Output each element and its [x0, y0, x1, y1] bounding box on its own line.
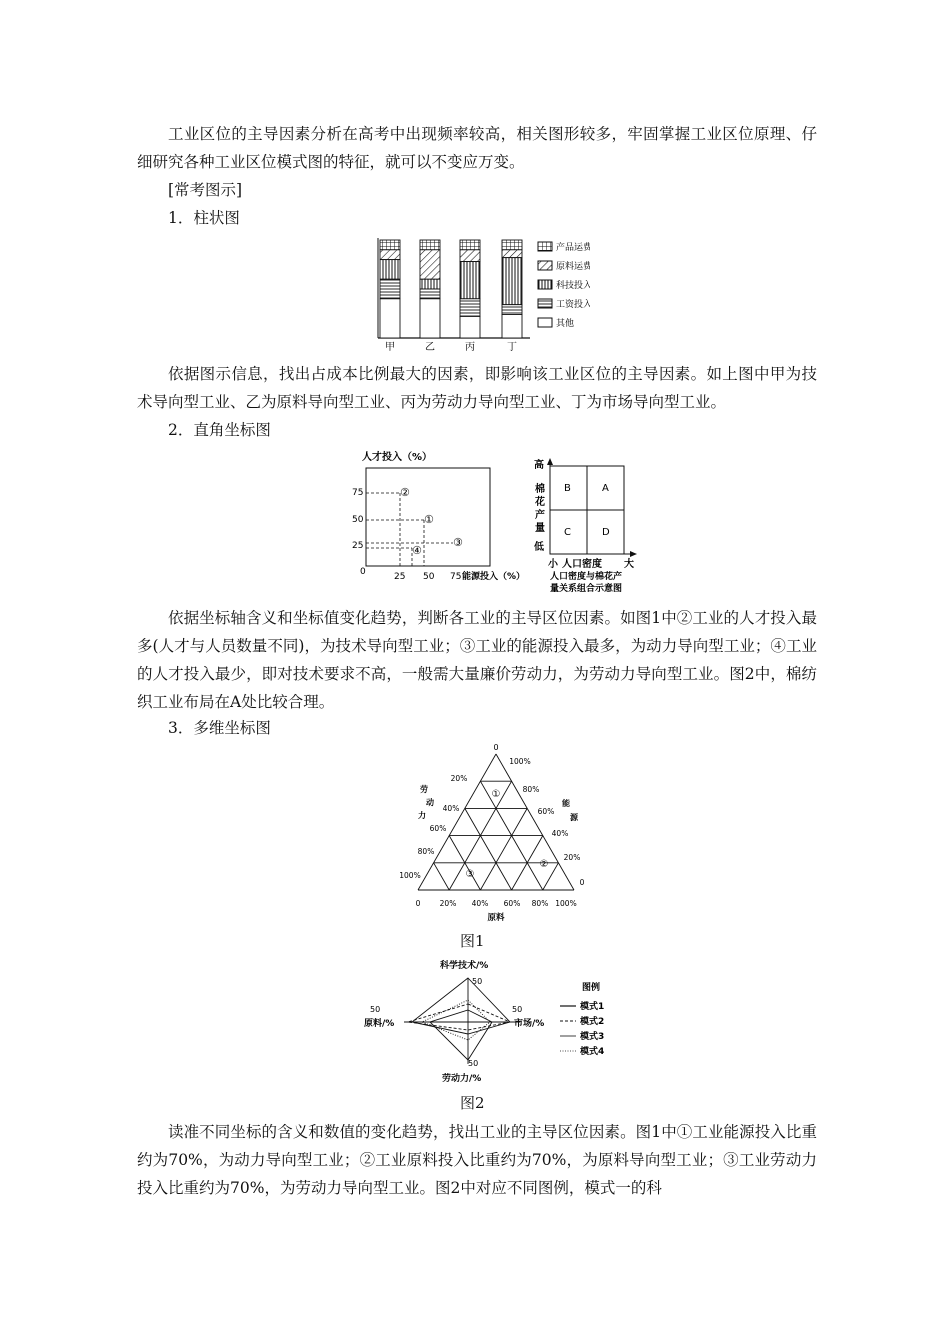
radar-legend-label: 模式3: [580, 1032, 605, 1042]
point-label: ②: [400, 486, 410, 499]
ternary-bottom-tick: 0: [415, 899, 421, 908]
bar-segment: [502, 314, 522, 338]
ternary-apex-label: 0: [493, 743, 499, 752]
ternary-grid-line: [480, 808, 527, 890]
y-axis-label: 人才投入（%）: [362, 452, 433, 463]
figure-caption: 量关系组合示意图: [550, 584, 623, 594]
ternary-right-tick: 80%: [522, 785, 540, 794]
y-tick-label: 25: [352, 541, 364, 551]
cotton-quadrant-figure: [528, 454, 648, 598]
ternary-left-tick: 40%: [442, 804, 460, 813]
figure-caption: 人口密度与棉花产: [550, 572, 623, 582]
x-axis-label: 能源投入（%）: [462, 572, 526, 582]
y-tick-label: 50: [352, 515, 364, 525]
coordinate-explanation-paragraph: 依据坐标轴含义和坐标值变化趋势，判断各工业的主导区位因素。如图1中②工业的人才投入最多(人才与人员数量不同)，为技术导向型工业；③工业的能源投入最多，为动力导向型工业；④工业的人才投入最少，即对技术要求不高，一般需大量廉价劳动力，为劳动力导向型工业。图2中，棉纺织工业布局在A处比较合理。: [137, 609, 817, 711]
x-axis-label: 人口密度: [562, 559, 602, 570]
ternary-point: ③: [465, 869, 475, 880]
bar-category-label: 甲: [385, 342, 395, 353]
bar-explanation-paragraph: 依据图示信息，找出占成本比例最大的因素，即影响该工业区位的主导因素。如上图中甲为技术导向型工业、乙为原料导向型工业、丙为劳动力导向型工业、丁为市场导向型工业。: [137, 365, 817, 411]
bar-segment: [460, 250, 480, 262]
legend-swatch-tech: [538, 280, 552, 289]
bar-segment: [380, 279, 400, 299]
ternary-axis-char: 动: [426, 798, 434, 807]
ternary-figure: [396, 740, 586, 929]
ternary-bottom-tick: 80%: [531, 899, 549, 908]
legend-label: 其他: [556, 319, 575, 329]
bar-segment: [502, 305, 522, 315]
bar-segment: [502, 258, 522, 305]
x-large-label: 大: [624, 559, 634, 570]
radar-axis-value: 50: [468, 1059, 479, 1068]
radar-legend-label: 模式1: [580, 1002, 605, 1012]
point-label: ④: [412, 544, 422, 557]
y-axis-char: 产: [535, 510, 545, 521]
intro-paragraph: 工业区位的主导因素分析在高考中出现频率较高，相关图形较多，牢固掌握工业区位原理、仔细研究各种工业区位模式图的特征，就可以不变应万变。: [137, 125, 817, 171]
x-tick-label: 50: [423, 572, 435, 582]
bar-category-label: 乙: [425, 342, 435, 353]
radar-axis-label: 科学技术/%: [440, 961, 489, 971]
x-tick-label: 25: [394, 572, 406, 582]
bar-segment: [420, 240, 440, 250]
bar-segment: [460, 240, 480, 250]
ternary-axis-char: 劳: [420, 785, 428, 794]
bar-segment: [420, 289, 440, 299]
ternary-point: ②: [539, 859, 549, 870]
ternary-right-tick: 60%: [537, 807, 555, 816]
bar-category-label: 丁: [507, 342, 517, 353]
radar-axis-value: 50: [472, 977, 483, 986]
quadrant-label: C: [564, 527, 571, 538]
ternary-grid-line: [496, 754, 574, 890]
multi-axis-explanation-paragraph: 读准不同坐标的含义和数值的变化趋势，找出工业的主导区位因素。图1中①工业能源投入比重约为70%，为动力导向型工业；②工业原料投入比重约为70%，为原料导向型工业；③工业劳动力投入比重约为70%，为劳动力导向型工业。图2中对应不同图例，模式一的科: [137, 1123, 817, 1197]
y-axis-char: 棉: [535, 484, 545, 495]
figure1-caption: 图1: [460, 932, 485, 950]
bar-segment: [460, 316, 480, 338]
radar-legend-label: 模式4: [580, 1047, 605, 1057]
stacked-bar-figure: [370, 234, 590, 358]
radar-axis-value: 50: [512, 1005, 523, 1014]
y-axis-char: 花: [535, 497, 545, 508]
y-tick-label: 75: [352, 488, 364, 498]
ternary-bottom-tick: 20%: [439, 899, 457, 908]
bar-segment: [380, 240, 400, 250]
radar-legend-label: 模式2: [580, 1017, 605, 1027]
ternary-right-tick: 0: [579, 878, 585, 887]
legend-label: 产品运费: [556, 243, 590, 253]
ternary-right-tick: 40%: [551, 829, 569, 838]
ternary-bottom-axis-label: 原料: [487, 913, 505, 923]
y-low-label: 低: [534, 542, 544, 553]
x-tick-label: 75: [450, 572, 462, 582]
bar-segment: [380, 299, 400, 338]
legend-swatch-other: [538, 318, 552, 327]
legend-label: 工资投入: [556, 300, 590, 310]
legend-swatch-wages: [538, 299, 552, 308]
ternary-right-tick: 100%: [509, 757, 531, 766]
ternary-left-tick: 80%: [417, 847, 435, 856]
point-label: ③: [453, 536, 463, 549]
bar-segment: [420, 279, 440, 289]
legend-label: 科技投入: [556, 281, 590, 291]
heading-multi-axis-chart: 3．多维坐标图: [168, 719, 271, 737]
radar-axis-value: 50: [370, 1005, 381, 1014]
talent-energy-figure: [340, 448, 540, 592]
figure2-caption: 图2: [460, 1094, 485, 1112]
bar-segment: [380, 250, 400, 260]
radar-axis-label: 劳动力/%: [442, 1074, 482, 1084]
y-axis-char: 量: [535, 523, 545, 534]
radar-legend-title: 图例: [582, 983, 601, 993]
y-high-label: 高: [534, 460, 544, 471]
ternary-bottom-tick: 60%: [503, 899, 521, 908]
bar-segment: [420, 299, 440, 338]
ternary-axis-char: 能: [562, 799, 570, 808]
section-label: [常考图示]: [168, 181, 243, 199]
quadrant-label: D: [602, 527, 610, 538]
heading-bar-chart: 1．柱状图: [168, 209, 240, 227]
legend-swatch-product-freight: [538, 242, 552, 251]
quadrant-label: A: [602, 483, 609, 494]
bar-category-label: 丙: [465, 342, 475, 353]
ternary-left-tick: 20%: [450, 774, 468, 783]
radar-axis-label: 原料/%: [364, 1019, 395, 1029]
bar-segment: [502, 240, 522, 250]
ternary-left-tick: 60%: [429, 824, 447, 833]
bar-segment: [502, 250, 522, 258]
ternary-axis-char: 源: [570, 813, 578, 822]
ternary-right-tick: 20%: [563, 853, 581, 862]
ternary-grid-line: [434, 863, 450, 890]
legend-label: 原料运费: [556, 262, 590, 272]
quadrant-label: B: [564, 483, 571, 494]
legend-swatch-material-freight: [538, 261, 552, 270]
origin-label: 0: [360, 567, 366, 577]
ternary-bottom-tick: 100%: [555, 899, 577, 908]
point-label: ①: [424, 513, 434, 526]
bar-segment: [420, 250, 440, 279]
radar-figure: [360, 954, 630, 1092]
ternary-left-tick: 100%: [399, 871, 421, 880]
bar-segment: [380, 260, 400, 280]
bar-segment: [460, 299, 480, 317]
heading-coordinate-chart: 2．直角坐标图: [168, 421, 271, 439]
bar-segment: [460, 262, 480, 299]
ternary-axis-char: 力: [418, 811, 426, 820]
radar-axis-label: 市场/%: [514, 1019, 545, 1029]
ternary-point: ①: [491, 789, 501, 800]
ternary-bottom-tick: 40%: [471, 899, 489, 908]
x-small-label: 小: [548, 559, 558, 570]
